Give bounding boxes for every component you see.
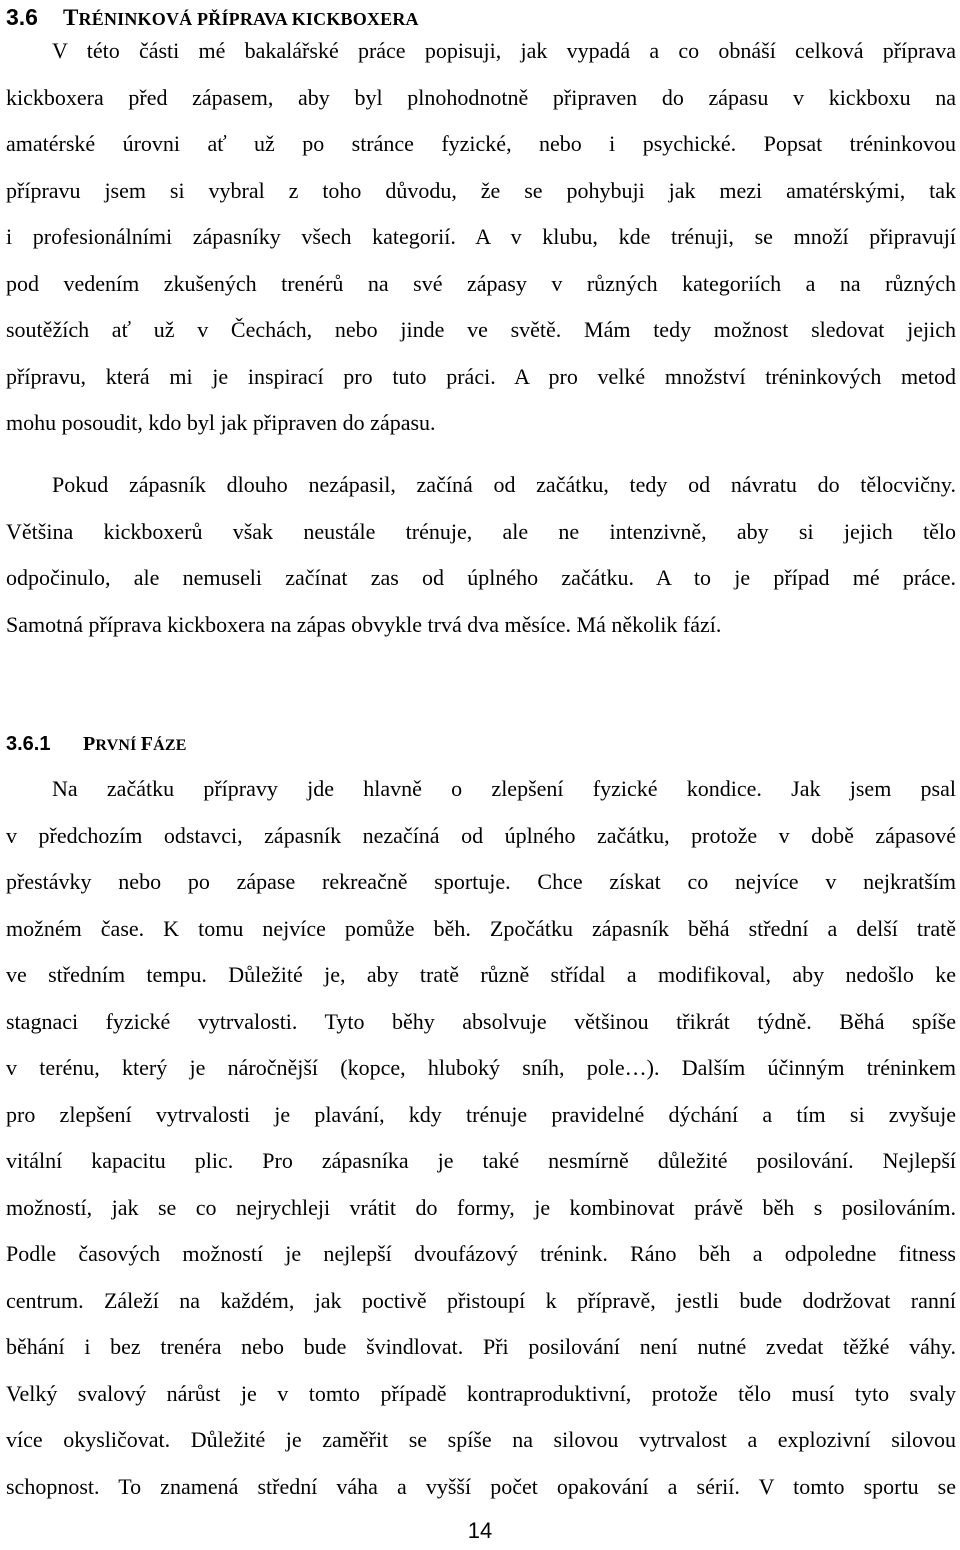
- text-line: vitální kapacitu plic. Pro zápasníka je také nesmírně důležité posilování. Nejlepší: [6, 1148, 956, 1173]
- text-line: soutěžích ať už v Čechách, nebo jinde ve světě. Mám tedy možnost sledovat jejich: [6, 317, 956, 342]
- text-line: kickboxera před zápasem, aby byl plnohodnotně připraven do zápasu v kickboxu na: [6, 84, 956, 110]
- text-line: běhání i bez trenéra nebo bude švindlovat. Při posilování není nutné zvedat těžké váhy.: [6, 1334, 956, 1359]
- text-line: Podle časových možností je nejlepší dvoufázový trénink. Ráno běh a odpoledne fitness: [6, 1241, 956, 1266]
- subsection-title-rest-1: RVNÍ: [95, 737, 141, 754]
- text-line: pro zlepšení vytrvalosti je plavání, kdy trénuje pravidelné dýchání a tím si zvyšuje: [6, 1101, 956, 1127]
- text-line: odpočinulo, ale nemuseli začínat zas od úplného začátku. A to je případ mé práce.: [6, 565, 956, 590]
- text-line: Samotná příprava kickboxera na zápas obvykle trvá dva měsíce. Má několik fází.: [6, 611, 722, 637]
- text-line: ve středním tempu. Důležité je, aby tratě různě střídal a modifikoval, aby nedošlo ke: [6, 962, 956, 987]
- section-title-rest: RÉNINKOVÁ PŘÍPRAVA KICKBOXERA: [78, 9, 419, 29]
- subsection-paragraph: [6, 766, 956, 1510]
- text-line: schopnost. To znamená střední váha a vyšší počet opakování a sérií. V tomto sportu se: [6, 1473, 956, 1499]
- page-number: 14: [467, 1518, 493, 1543]
- text-line: mohu posoudit, kdo byl jak připraven do zápasu.: [6, 410, 436, 435]
- subsection-heading: [6, 734, 187, 754]
- text-line: V této části mé bakalářské práce popisuji, jak vypadá a co obnáší celková příprava: [52, 38, 956, 63]
- text-line: Pokud zápasník dlouho nezápasil, začíná od začátku, tedy od návratu do tělocvičny.: [52, 472, 956, 497]
- text-line: Na začátku přípravy jde hlavně o zlepšení fyzické kondice. Jak jsem psal: [52, 776, 956, 801]
- text-line: přípravu, která mi je inspirací pro tuto práci. A pro velké množství tréninkových metod: [6, 363, 956, 389]
- section-heading: [6, 6, 419, 29]
- text-line: Většina kickboxerů však neustále trénuje, ale ne intenzivně, aby si jejich tělo: [6, 518, 956, 544]
- subsection-title-initial-2: F: [140, 733, 154, 755]
- section-paragraph-2: [6, 462, 956, 648]
- text-line: v předchozím odstavci, zápasník nezačíná od úplného začátku, protože v době zápasové: [6, 822, 956, 848]
- text-line: více okysličovat. Důležité je zaměřit se spíše na silovou vytrvalost a explozivní silovou: [6, 1427, 956, 1452]
- text-line: centrum. Záleží na každém, jak poctivě přistoupí k přípravě, jestli bude dodržovat ranní: [6, 1287, 956, 1313]
- text-line: i profesionálními zápasníky všech kategorií. A v klubu, kde trénuji, se množí připravují: [6, 224, 956, 249]
- subsection-title-rest-2: ÁZE: [153, 737, 187, 754]
- text-line: pod vedením zkušených trenérů na své zápasy v různých kategoriích a na různých: [6, 270, 956, 296]
- text-line: amatérské úrovni ať už po stránce fyzické, nebo i psychické. Popsat tréninkovou: [6, 131, 956, 156]
- text-line: Velký svalový nárůst je v tomto případě kontraproduktivní, protože tělo musí tyto svaly: [6, 1380, 956, 1406]
- text-line: přípravu jsem si vybral z toho důvodu, že se pohybuji jak mezi amatérskými, tak: [6, 177, 956, 203]
- section-title-initial: T: [63, 5, 79, 30]
- text-line: možností, jak se co nejrychleji vrátit do formy, je kombinovat právě běh s posilováním.: [6, 1194, 956, 1220]
- section-paragraph-1: [6, 28, 956, 447]
- section-number: 3.6: [6, 4, 38, 30]
- text-line: stagnaci fyzické vytrvalosti. Tyto běhy absolvuje většinou třikrát týdně. Běhá spíše: [6, 1008, 956, 1034]
- text-line: možném čase. K tomu nejvíce pomůže běh. Zpočátku zápasník běhá střední a delší tratě: [6, 915, 956, 941]
- subsection-title-initial-1: P: [83, 733, 96, 755]
- subsection-number: 3.6.1: [6, 733, 51, 755]
- text-line: v terénu, který je náročnější (kopce, hluboký sníh, pole…). Dalším účinným tréninkem: [6, 1055, 956, 1080]
- text-line: přestávky nebo po zápase rekreačně sportuje. Chce získat co nejvíce v nejkratším: [6, 869, 956, 894]
